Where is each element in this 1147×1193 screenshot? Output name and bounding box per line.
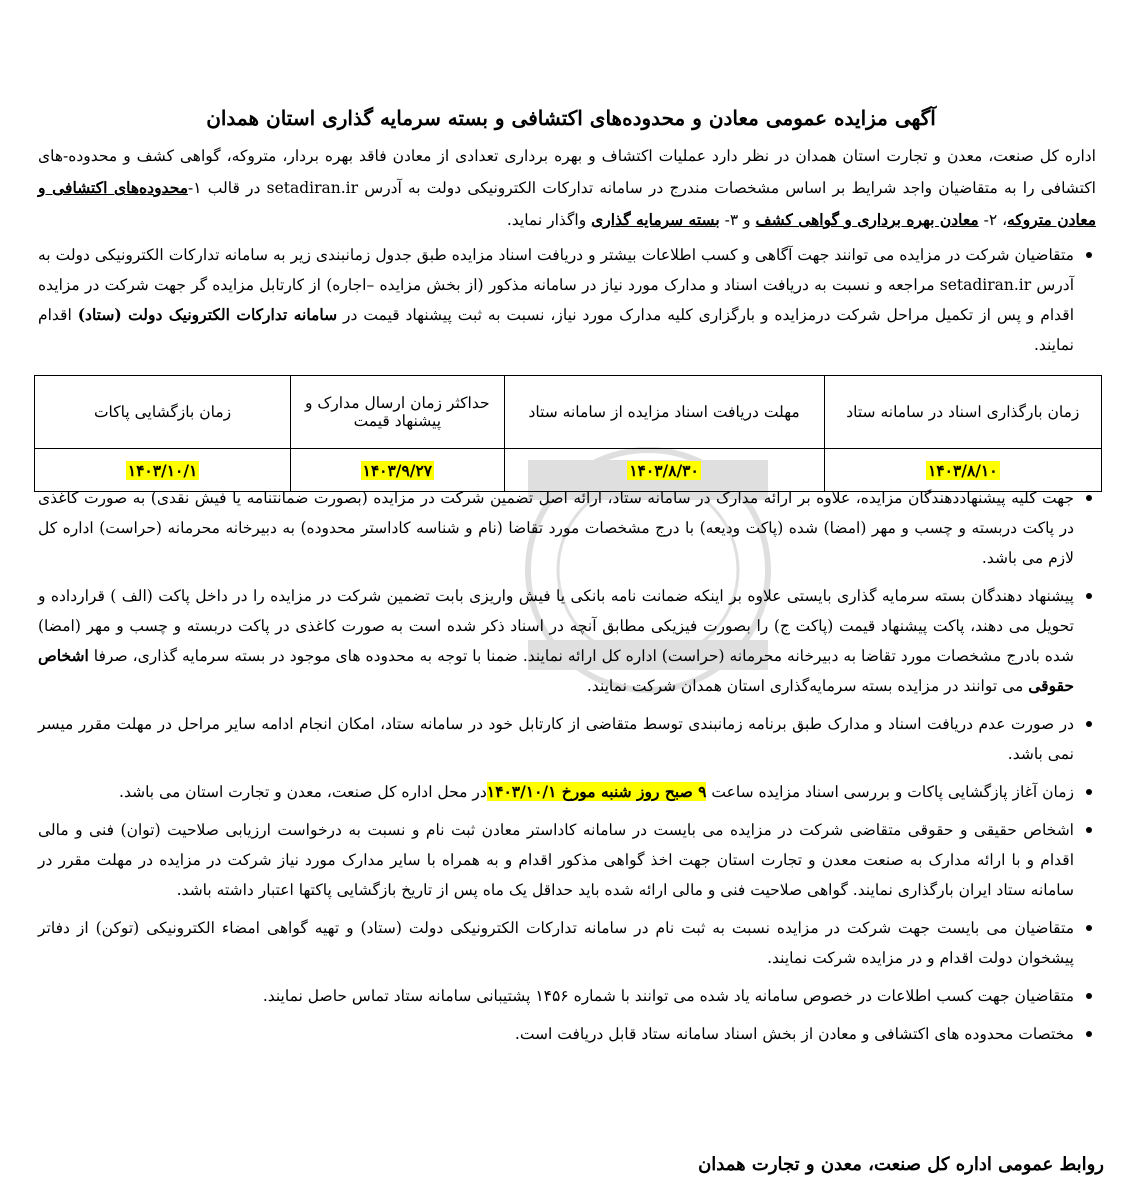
footer-signature: روابط عمومی اداره کل صنعت، معدن و تجارت همدان (698, 1154, 1104, 1175)
bullet-opening-time (38, 777, 1096, 807)
schedule-date-opening: ۱۴۰۳/۱۰/۱ (127, 460, 198, 480)
bullet1-text: متقاضیان شرکت در مزایده می توانند جهت آگاهی و کسب اطلاعات بیشتر و دریافت اسناد مزایده طبق جدول زمانبندی زیر به سامانه تدارکات الکترونیکی دولت به آدرس setadiran.ir مراجعه و نسبت به دریافت اسناد و مدارک مورد نیاز در سامانه مذکور (از بخش مزایده –اجاره) از کارتابل مزایده گر جهت شرکت در مزایده اقدام و پس از تکمیل مراحل شرکت درمزایده و بارگزاری کلیه مدارک مورد نیاز، نسبت به ثبت پیشنهاد قیمت در (38, 246, 1075, 324)
bullet3-tail: می توانند در مزایده بسته سرمایه‌گذاری استان همدان شرکت نمایند. (586, 677, 1029, 695)
bullet-qualification: اشخاص حقیقی و حقوقی متقاضی شرکت در مزایده می بایست در سامانه کاداستر معادن ثبت نام و نسبت به درخواست ارزیابی صلاحیت (توان) فنی و مالی اقدام و با ارائه مدارک به صنعت معدن و تجارت استان جهت اخذ گواهی مذکور اقدام و به همراه با سایر مدارک مورد نیاز شرکت در مزایده در مهلت مقرر در سامانه ستاد ایران بارگذاری نمایند. گواهی صلاحیت فنی و مالی ارائه شده باید حداقل یک ماه پس از تاریخ بازگشایی پاکتها اعتبار داشته باشد. (38, 815, 1096, 905)
schedule-date-submit: ۱۴۰۳/۹/۲۷ (362, 460, 433, 480)
intro-item-3: بسته سرمایه گذاری (591, 210, 720, 229)
intro-text-a: اداره کل صنعت، معدن و تجارت استان همدان در نظر دارد عملیات اکتشاف و بهره برداری تعدادی از معادن فاقد بهره بردار، متروکه، گواهی کشف و محدوده-های اکتشافی را به متقاضیان واجد شرایط بر اساس مشخصات مندرج در سامانه تدارکات الکترونیکی دولت به آدرس setadiran.ir در قالب ۱- (38, 147, 1096, 197)
intro-text-c: و ۳- (719, 211, 756, 229)
schedule-table (34, 375, 1102, 492)
bullet3-text: پیشنهاد دهندگان بسته سرمایه گذاری بایستی علاوه بر اینکه ضمانت نامه بانکی یا فیش واریزی بابت تضمین شرکت در مزایده را در داخل پاکت (الف ) قرارداده و تحویل می دهند، پاکت پیشنهاد قیمت (پاکت ج) را بصورت فیزیکی مطابق آنچه در اسناد ذکر شده است به صورت کاغذی در پاکت دربسته و چسب و مهر (امضا) شده بادرج مشخصات مورد تقاضا به دبیرخانه محرمانه (حراست) اداره کل ارائه نمایند. ضمنا با توجه به محدوده های موجود در بسته سرمایه گذاری، صرفا (38, 587, 1074, 665)
bullet-support: متقاضیان جهت کسب اطلاعات در خصوص سامانه یاد شده می توانند با شماره ۱۴۵۶ پشتیبانی سامانه ستاد تماس حاصل نمایند. (38, 981, 1096, 1011)
bullet5-highlight: ۹ صبح روز شنبه مورخ ۱۴۰۳/۱۰/۱ (486, 782, 707, 801)
bullet-deadline-warning: در صورت عدم دریافت اسناد و مدارک طبق برنامه زمانبندی توسط متقاضی از کارتابل خود در سامانه ستاد، امکان انجام ادامه سایر مراحل در مهلت مقرر میسر نمی باشد. (38, 709, 1096, 769)
schedule-header-deadline: مهلت دریافت اسناد مزایده از سامانه ستاد (504, 376, 824, 449)
bullet1-tail: اقدام نمایند. (38, 306, 1074, 354)
page-title: آگهی مزایده عمومی معادن و محدوده‌های اکتشافی و بسته سرمایه گذاری استان همدان (206, 106, 936, 130)
intro-text-d: واگذار نماید. (506, 211, 592, 229)
bullet5-tail: در محل اداره کل صنعت، معدن و تجارت استان می باشد. (119, 783, 487, 801)
intro-item-2: معادن بهره برداری و گواهی کشف (755, 210, 979, 229)
schedule-header-submit: حداکثر زمان ارسال مدارک و پیشنهاد قیمت (291, 376, 504, 449)
bullet3-bold: اشخاص حقوقی (38, 646, 1074, 695)
bullet-list (38, 483, 1096, 1057)
bullet-guarantee: جهت کلیه پیشنهاددهندگان مزایده، علاوه بر ارائه مدارک در سامانه ستاد، ارائه اصل تضمین شرکت در مزایده (بصورت ضمانتنامه یا فیش نقدی) به صورت کاغذی در پاکت دربسته و چسب و مهر (امضا) شده (پاکت ودیعه) با درج مشخصات مورد تقاضا (نام و شناسه کاداستر محدوده) به دبیرخانه محرمانه (حراست) اداره کل لازم می باشد. (38, 483, 1096, 573)
bullet-coordinates: مختصات محدوده های اکتشافی و معادن از بخش اسناد سامانه ستاد قابل دریافت است. (38, 1019, 1096, 1049)
bullet-access-setad (38, 240, 1096, 360)
bullet5-text: زمان آغاز پازگشایی پاکات و بررسی اسناد مزایده ساعت (706, 783, 1074, 801)
intro-item-1: محدوده‌های اکتشافی و معادن متروکه (38, 178, 1096, 229)
announcement-page (38, 0, 1104, 1193)
bullet-registration: متقاضیان می بایست جهت شرکت در مزایده نسبت به ثبت نام در سامانه تدارکات الکترونیکی دولت (ستاد) و تهیه گواهی امضاء الکترونیکی (توکن) از دفاتر پیشخوان دولت اقدام و در مزایده شرکت نمایند. (38, 913, 1096, 973)
intro-paragraph (38, 141, 1096, 236)
bullet-investment-package (38, 581, 1096, 701)
schedule-header-row (35, 376, 1102, 449)
intro-text-b: ، ۲- (978, 211, 1008, 229)
schedule-header-upload: زمان بارگذاری اسناد در سامانه ستاد (824, 376, 1101, 449)
bullet1-bold: سامانه تدارکات الکترونیک دولت (ستاد) (77, 305, 338, 324)
schedule-date-deadline: ۱۴۰۳/۸/۳۰ (629, 460, 699, 480)
schedule-date-upload: ۱۴۰۳/۸/۱۰ (927, 460, 998, 480)
schedule-header-opening: زمان بازگشایی پاکات (35, 376, 291, 449)
